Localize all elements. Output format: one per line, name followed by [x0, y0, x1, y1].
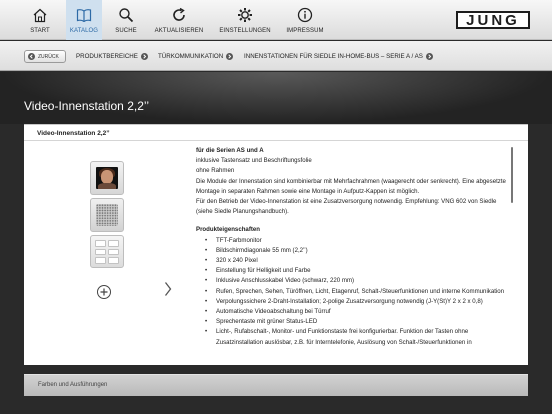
nav-impressum[interactable]	[282, 0, 328, 40]
list-item: • Rufen, Sprechen, Sehen, Türöffnen, Licht, Etagenruf, Schalt-/Steuerfunktionen und interne Kommunikation	[205, 287, 512, 297]
nav-suche[interactable]	[110, 0, 142, 40]
key	[108, 240, 119, 247]
key	[108, 257, 119, 264]
refresh-icon	[170, 7, 188, 23]
nav-suche-label: SUCHE	[115, 28, 137, 34]
nav-einstellungen[interactable]	[218, 0, 272, 40]
home-icon	[31, 7, 49, 23]
nav-start[interactable]	[24, 0, 56, 40]
product-image-keypad[interactable]	[90, 235, 124, 268]
key	[95, 240, 106, 247]
keypad	[95, 240, 119, 264]
description-subtitle: für die Serien AS und A	[196, 147, 264, 154]
list-item: • 320 x 240 Pixel	[205, 256, 512, 266]
nav-katalog[interactable]	[66, 0, 102, 40]
chevron-right-icon	[226, 53, 233, 60]
plus-icon	[100, 288, 108, 296]
page-title: Video-Innenstation 2,2’’	[24, 99, 149, 113]
nav-aktualisieren[interactable]	[152, 0, 206, 40]
colors-and-variants-bar[interactable]	[24, 374, 528, 396]
properties-heading: Produkteigenschaften	[196, 226, 260, 234]
key	[108, 249, 119, 256]
chevron-right-icon	[426, 53, 433, 60]
nav-impressum-label: IMPRESSUM	[286, 28, 324, 34]
next-image-button[interactable]	[164, 281, 172, 300]
key	[95, 257, 106, 264]
list-item: • Sprechentaste mit grüner Status-LED	[205, 317, 512, 327]
monitor-screen	[96, 167, 118, 189]
card-title: Video-Innenstation 2,2’’	[37, 130, 110, 137]
list-item: • Bildschirmdiagonale 55 mm (2,2’’)	[205, 246, 512, 256]
breadcrumb-item-innenstationen[interactable]	[244, 53, 433, 60]
nav-aktualisieren-label: AKTUALISIEREN	[154, 28, 204, 34]
chevron-right-icon	[164, 281, 172, 297]
divider	[24, 140, 528, 141]
product-card	[24, 124, 528, 365]
person-body	[98, 183, 116, 189]
breadcrumb-label: PRODUKTBEREICHE	[76, 53, 138, 60]
breadcrumb-item-produktbereiche[interactable]	[76, 53, 148, 60]
chevron-right-icon	[141, 53, 148, 60]
person-face	[101, 170, 113, 184]
list-item: • Einstellung für Helligkeit und Farbe	[205, 266, 512, 276]
logo-text: JUNG	[466, 11, 520, 29]
speaker-grille	[96, 204, 118, 226]
book-icon	[75, 7, 93, 23]
info-icon	[296, 7, 314, 23]
description-line: ohne Rahmen	[196, 167, 235, 175]
title-banner	[0, 72, 552, 124]
zoom-plus-button[interactable]	[97, 285, 111, 299]
jung-logo	[456, 11, 530, 29]
nav-einstellungen-label: EINSTELLUNGEN	[219, 28, 271, 34]
description-line: inklusive Tastensatz und Beschriftungsfolie	[196, 157, 312, 165]
list-item: • Automatische Videoabschaltung bei Türruf	[205, 307, 512, 317]
gear-icon	[236, 7, 254, 23]
top-navigation	[0, 0, 552, 40]
breadcrumb	[0, 41, 552, 71]
nav-katalog-label: KATALOG	[69, 28, 99, 34]
key	[95, 249, 106, 256]
back-button-label: ZURÜCK	[38, 53, 59, 60]
list-item: • Licht-, Rufabschalt-, Monitor- und Funktionstaste frei konfigurierbar. Funktion der Tasten ohne Zusatzinstallation auslösbar, z.B. für Interntelefonie, Auslösung von Schalt-/Steuerfunktionen in	[205, 327, 512, 347]
description-line: Die Module der Innenstation sind kombinierbar mit Mehrfachrahmen (waagerecht oder senkrecht). Eine abgesetzte Montage in separaten Rahmen sowie eine Montage in Aufputz-Kappen ist möglich.	[196, 177, 506, 195]
product-image-speaker[interactable]	[90, 198, 124, 232]
breadcrumb-label: TÜRKOMMUNIKATION	[158, 53, 224, 60]
list-item: • Inklusive Anschlusskabel Video (schwarz, 220 mm)	[205, 276, 512, 286]
colors-and-variants-label: Farben und Ausführungen	[38, 382, 108, 388]
back-button[interactable]	[24, 50, 66, 63]
description-scrollbar[interactable]	[511, 147, 513, 203]
search-icon	[117, 7, 135, 23]
breadcrumb-item-tuerkommunikation[interactable]	[158, 53, 233, 60]
properties-list	[196, 236, 512, 348]
list-item: • TFT-Farbmonitor	[205, 236, 512, 246]
product-description	[196, 146, 512, 348]
list-item: • Verpolungssichere 2-Draht-Installation; 2-polige Zusatzversorgung notwendig (J-Y(St)Y 2 x 2 x 0,8)	[205, 297, 512, 307]
nav-start-label: START	[30, 28, 50, 34]
description-line: Für den Betrieb der Video-Innenstation ist eine Zusatzversorgung notwendig. Empfehlung: VNG 602 von Siedle (siehe Siedle Planungshandbuch).	[196, 198, 497, 216]
arrow-left-icon	[28, 53, 35, 60]
product-image-monitor[interactable]	[90, 161, 124, 195]
breadcrumb-label: INNENSTATIONEN FÜR SIEDLE IN-HOME-BUS – SERIE A / AS	[244, 53, 423, 60]
